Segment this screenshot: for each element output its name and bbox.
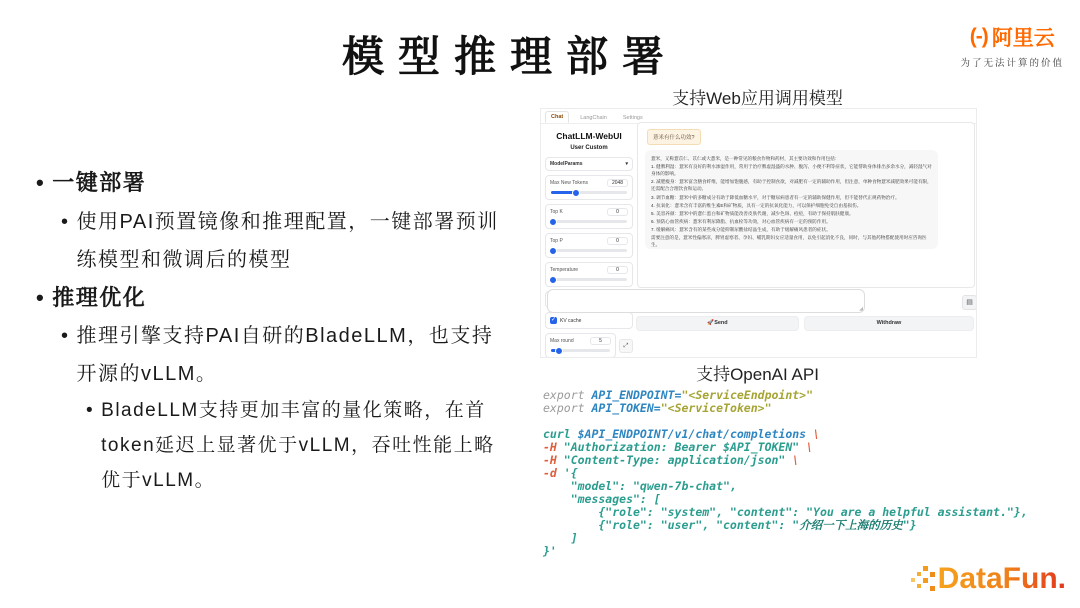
tab-settings[interactable]: Settings — [622, 115, 643, 121]
checkbox-kv-cache[interactable]: ✓ KV cache — [545, 312, 633, 329]
code-line: ] — [543, 531, 578, 545]
alicloud-logo — [960, 22, 1064, 69]
chat-input[interactable] — [547, 289, 865, 313]
code-line: export API_TOKEN="<ServiceToken>" — [543, 401, 772, 415]
param-value[interactable]: 2048 — [607, 179, 628, 187]
assistant-line: 4. 抗氧化：薏米含有丰富的维生素E和矿物质，具有一定的抗氧化能力，可以保护细胞免受自由基损伤。 — [651, 202, 862, 208]
bullet-item: • BladeLLM支持更加丰富的量化策略，在首token延迟上显著优于vLLM，吞吐性能上略优于vLLM。 — [86, 400, 495, 492]
code-line: curl $API_ENDPOINT/v1/chat/completions \ — [543, 427, 820, 441]
bullet-item: • 推理优化 — [36, 284, 147, 310]
param-value[interactable]: 0 — [607, 237, 628, 245]
alicloud-name: 阿里云 — [991, 27, 1055, 50]
datafun-pixels-icon — [910, 562, 936, 596]
modelparams-header[interactable] — [545, 157, 633, 171]
slider[interactable] — [551, 220, 627, 223]
code-line: -H "Authorization: Bearer $API_TOKEN" \ — [543, 440, 814, 454]
send-button[interactable]: 🚀Send — [636, 316, 799, 331]
code-line: "messages": [ — [543, 492, 661, 506]
clear-icon[interactable]: ▤ — [962, 295, 977, 310]
tab-langchain[interactable]: LangChain — [580, 115, 607, 121]
caption-api: 支持OpenAI API — [696, 365, 819, 384]
param-card: Max New Tokens 2048 — [545, 175, 633, 200]
webui-title: ChatLLM-WebUI — [556, 131, 622, 141]
slider[interactable] — [551, 191, 627, 194]
expand-icon[interactable]: ⤢ — [619, 339, 633, 353]
chatllm-webui-screenshot — [540, 108, 977, 358]
param-value[interactable]: 0 — [607, 208, 628, 216]
datafun-wordmark: DataFun. — [937, 562, 1066, 595]
assistant-message — [645, 150, 938, 249]
withdraw-button[interactable]: Withdraw — [804, 316, 974, 331]
slider[interactable] — [551, 249, 627, 252]
modelparams-label: ModelParams — [550, 161, 583, 167]
max-round-value[interactable]: 5 — [590, 337, 611, 345]
max-round-label: Max round — [550, 338, 574, 344]
assistant-line: 薏米，又称薏苡仁、苡仁或大薏米，是一种常见的粮食作物和药材，其主要功效和作用包括： — [651, 156, 840, 161]
resize-handle-icon[interactable]: ◢ — [859, 306, 863, 312]
param-card: Top K 0 — [545, 204, 633, 229]
user-message-bubble: 薏米有什么功效? — [647, 129, 701, 145]
bullet-list — [36, 164, 514, 498]
code-line: {"role": "user", "content": "介绍一下上海的历史"} — [543, 518, 917, 532]
tab-chat[interactable]: Chat — [545, 111, 569, 123]
assistant-line: 5. 美容养颜：薏米中的薏仁蛋白和矿物质能改善皮肤代谢，减少色斑、痘痘，有助于保持肌肤健康。 — [651, 210, 854, 216]
assistant-line: 2. 减肥瘦身：薏米富含膳食纤维，能增加饱腹感，有助于控制食欲，对减肥有一定的辅助作用，但注意，单种食物薏米减肥效果可能有限，还需配合合理饮食和运动。 — [651, 179, 932, 192]
code-line: -d '{ — [543, 466, 578, 480]
param-value[interactable]: 0 — [607, 266, 628, 274]
code-line: }' — [543, 544, 557, 558]
caption-web: 支持Web应用调用模型 — [672, 89, 843, 108]
slider[interactable] — [551, 278, 627, 281]
bullet-item: • 推理引擎支持PAI自研的BladeLLM，也支持开源的vLLM。 — [61, 325, 494, 385]
assistant-line: 需要注意的是，薏米性偏寒凉，脾胃虚寒者、孕妇、哺乳期妇女应适量食用，以免引起消化不良，同时，与其他药物搭配使用时应咨询医生。 — [651, 235, 927, 248]
chat-panel — [637, 122, 975, 288]
max-round-card — [545, 333, 616, 357]
param-card: Top P 0 — [545, 233, 633, 258]
assistant-line: 3. 调节血糖：薏米中的多糖成分有助于降低血糖水平，对于糖尿病患者有一定的辅助保健作用，但不能替代正规药物治疗。 — [651, 194, 900, 200]
alicloud-tagline: 为了无法计算的价值 — [960, 58, 1064, 69]
max-round-slider[interactable] — [551, 349, 610, 352]
code-line: {"role": "system", "content": "You are a helpful assistant."}, — [543, 505, 1028, 519]
bullet-item: • 使用PAI预置镜像和推理配置，一键部署预训练模型和微调后的模型 — [61, 210, 499, 271]
param-card: Temperature 0 — [545, 262, 633, 287]
code-line: export API_ENDPOINT="<ServiceEndpoint>" — [543, 388, 814, 402]
assistant-line: 6. 预防心血管疾病：薏米有利尿降脂、抗血栓等功效，对心血管疾病有一定的预防作用。 — [651, 218, 831, 224]
datafun-logo — [910, 562, 1066, 596]
api-code-block — [543, 389, 1028, 558]
assistant-line: 1. 健脾利湿：薏米有良好的利水渗湿作用，常用于治疗脾虚湿盛的水肿、腹泻、小便不利等症状，它能帮助身体排出多余水分，减轻湿气对身体的影响。 — [651, 164, 932, 177]
code-line: -H "Content-Type: application/json" \ — [543, 453, 800, 467]
assistant-line: 7. 缓解痛风：薏米含有的某些成分能抑制尿酸盐结晶生成，有助于缓解痛风患者的症状。 — [651, 226, 831, 232]
page-title: 模型推理部署 — [341, 33, 678, 80]
webui-sidebar — [544, 125, 634, 357]
alicloud-bracket-icon: (-) — [969, 25, 988, 48]
checkbox-icon[interactable]: ✓ — [550, 317, 557, 323]
bullet-item: • 一键部署 — [36, 170, 147, 195]
webui-subtitle: User Custom — [570, 145, 608, 151]
collapse-icon[interactable]: ▾ — [625, 161, 628, 167]
code-line: "model": "qwen-7b-chat", — [543, 479, 737, 493]
